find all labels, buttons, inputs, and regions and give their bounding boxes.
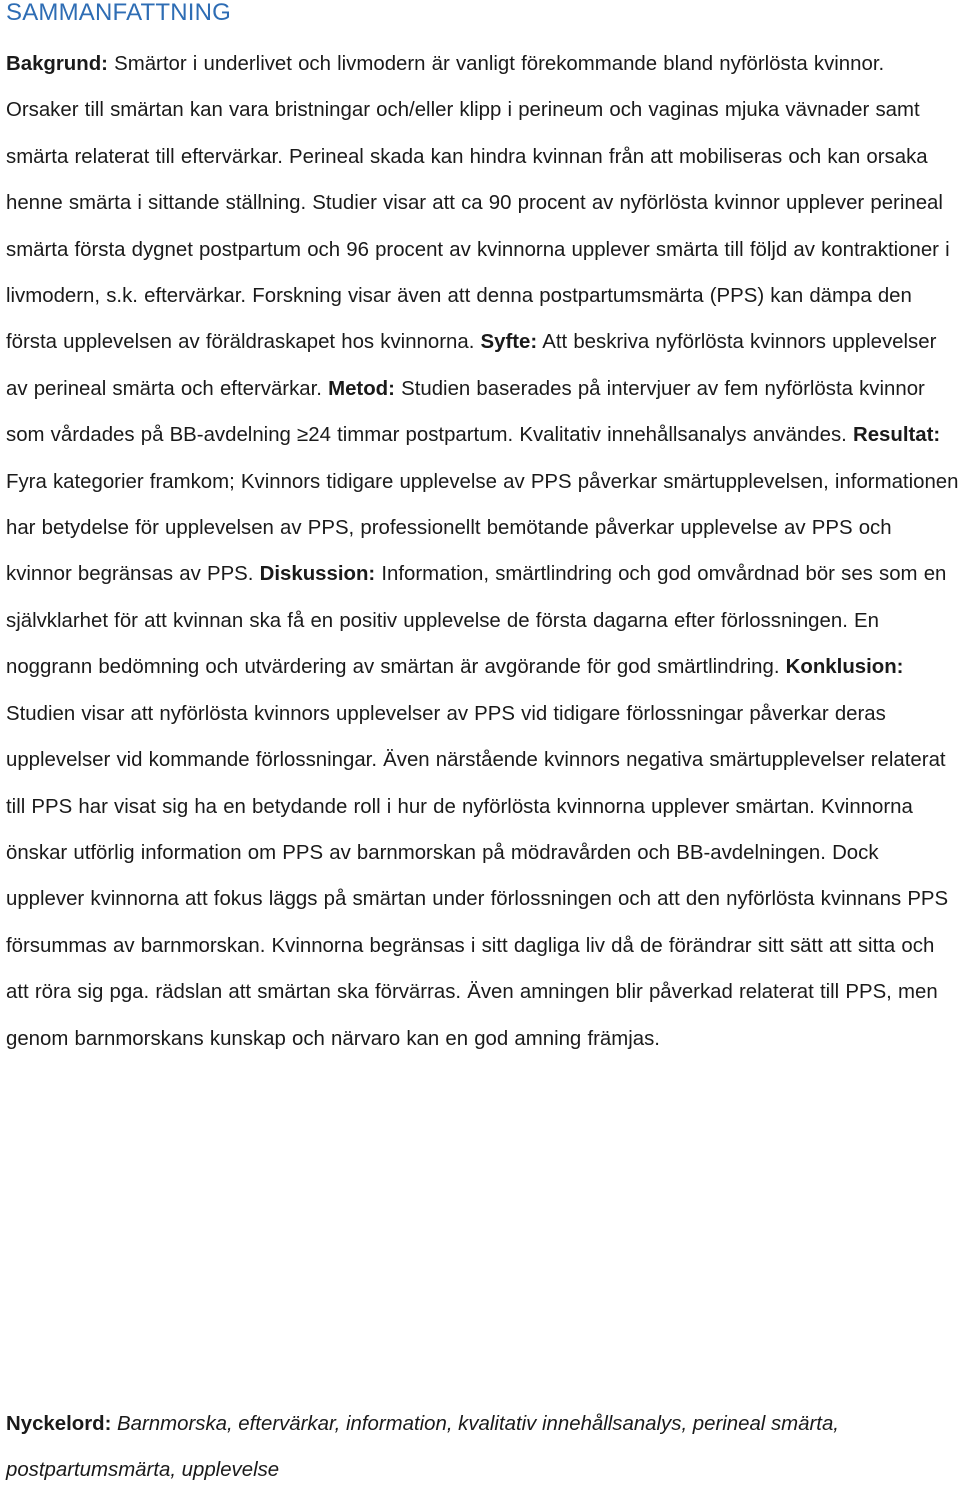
section-label-konklusion: Konklusion: (785, 656, 904, 679)
section-text-konklusion: Studien visar att nyförlösta kvinnors upplevelser av PPS vid tidigare förlossningar påverkar deras upplevelser vid kommande förlossningar. Även närstående kvinnors negativa smärtupplevelser relaterat till PPS har visat sig ha en betydande roll i hur de nyförlösta kvinnorna upplever smärtan. Kvinnorna önskar utförlig information om PPS av barnmorskan på mödravården och BB-avdelningen. Dock upplever kvinnorna att fokus läggs på smärtan under förlossningen och att den nyförlösta kvinnans PPS försummas av barnmorskan. Kvinnorna begränsas i sitt dagliga liv då de förändrar sitt sätt att sitta och att röra sig pga. rädslan att smärtan ska förvärras. Även amningen blir påverkad relaterat till PPS, men genom barnmorskans kunskap och närvaro kan en god amning främjas. (6, 702, 949, 1050)
section-text-diskussion: Information, smärtlindring och god omvårdnad bör ses som en självklarhet för att kvinnan ska få en positiv upplevelse de första dagarna efter förlossningen. En noggrann bedömning och utvärdering av smärtan är avgörande för god smärtlindring. (6, 563, 947, 679)
section-label-syfte: Syfte: (480, 331, 538, 354)
keywords-label: Nyckelord: (6, 1413, 112, 1435)
abstract-paragraph (6, 41, 960, 1062)
keywords-text: Barnmorska, eftervärkar, information, kvalitativ innehållsanalys, perineal smärta, postpartumsmärta, upplevelse (6, 1413, 839, 1482)
section-text-bakgrund: Smärtor i underlivet och livmodern är vanligt förekommande bland nyförlösta kvinnor. Orsaker till smärtan kan vara bristningar och/eller klipp i perineum och vaginas mjuka vävnader samt smärta relaterat till eftervärkar. Perineal skada kan hindra kvinnan från att mobiliseras och kan orsaka henne smärta i sittande ställning. Studier visar att ca 90 procent av nyförlösta kvinnor upplever perineal smärta första dygnet postpartum och 96 procent av kvinnorna upplever smärta till följd av kontraktioner i livmodern, s.k. eftervärkar. Forskning visar även att denna postpartumsmärta (PPS) kan dämpa den första upplevelsen av föräldraskapet hos kvinnorna. (6, 53, 950, 354)
keywords-paragraph (6, 1401, 960, 1494)
section-label-bakgrund: Bakgrund: (6, 53, 108, 75)
section-label-diskussion: Diskussion: (259, 563, 376, 586)
section-text-metod: Studien baserades på intervjuer av fem nyförlösta kvinnor som vårdades på BB-avdelning ≥24 timmar postpartum. Kvalitativ innehållsanalys användes. (6, 377, 925, 447)
section-text-resultat: Fyra kategorier framkom; Kvinnors tidigare upplevelse av PPS påverkar smärtupplevelsen, informationen har betydelse för upplevelsen av PPS, professionellt bemötande påverkar upplevelse av PPS och kvinnor begränsas av PPS. (6, 470, 959, 586)
section-text-syfte: Att beskriva nyförlösta kvinnors upplevelser av perineal smärta och eftervärkar. (6, 331, 937, 400)
section-label-metod: Metod: (328, 377, 395, 400)
page-title: SAMMANFATTNING (6, 0, 232, 26)
section-label-resultat: Resultat: (852, 424, 941, 447)
